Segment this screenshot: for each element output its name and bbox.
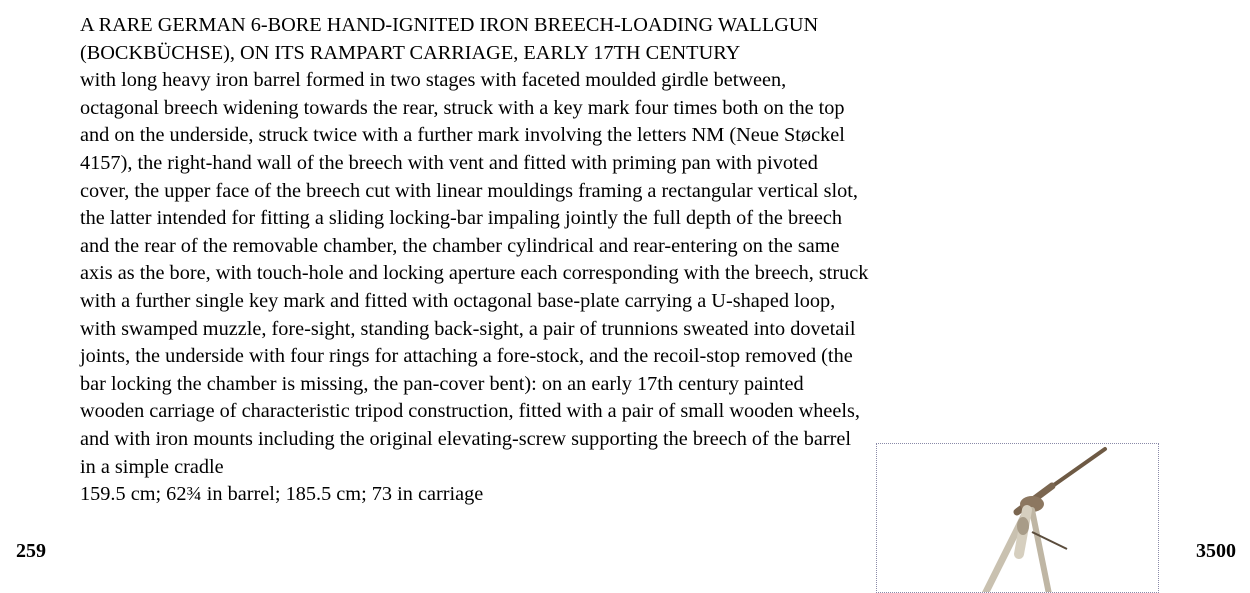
lot-description-block <box>80 12 870 509</box>
lot-number: 259 <box>16 540 46 562</box>
lot-dimensions: 159.5 cm; 62¾ in barrel; 185.5 cm; 73 in carriage <box>80 483 484 506</box>
lot-estimate: 3500 <box>1196 540 1236 562</box>
wallgun-on-carriage-image <box>877 444 1159 593</box>
lot-image[interactable] <box>876 443 1159 593</box>
lot-description: with long heavy iron barrel formed in two stages with faceted moulded girdle between, octagonal breech widening towards the rear, struck with a key mark four times both on the top and on the underside, struck twice with a further mark involving the letters NM (Neue Støckel 4157), the right-hand wall of the breech with vent and fitted with priming pan with pivoted cover, the upper face of the breech cut with linear mouldings framing a rectangular vertical slot, the latter intended for fitting a sliding locking-bar impaling jointly the full depth of the breech and the rear of the removable chamber, the chamber cylindrical and rear-entering on the same axis as the bore, with touch-hole and locking aperture each corresponding with the breech, struck with a further single key mark and fitted with octagonal base-plate carrying a U-shaped loop, with swamped muzzle, fore-sight, standing back-sight, a pair of trunnions sweated into dovetail joints, the underside with four rings for attaching a fore-stock, and the recoil-stop removed (the bar locking the chamber is missing, the pan-cover bent): on an early 17th century painted wooden carriage of characteristic tripod construction, fitted with a pair of small wooden wheels, and with iron mounts including the original elevating-screw supporting the breech of the barrel in a simple cradle <box>80 69 869 478</box>
lot-title: A RARE GERMAN 6-BORE HAND-IGNITED IRON BREECH-LOADING WALLGUN (BOCKBÜCHSE), ON ITS RAMPART CARRIAGE, EARLY 17TH CENTURY <box>80 14 819 64</box>
